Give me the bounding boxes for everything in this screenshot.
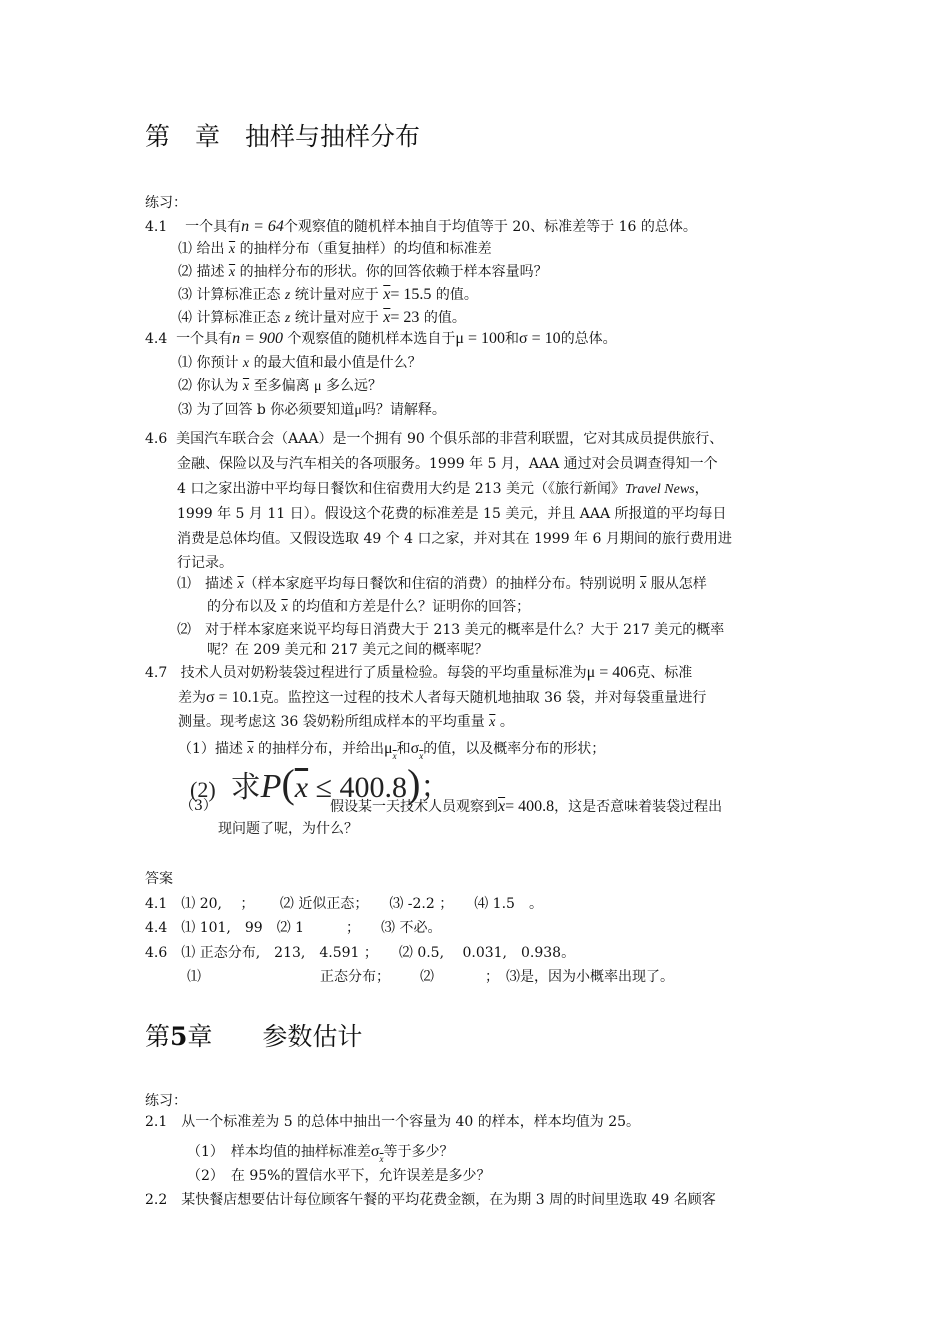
sub-question-text: 统计量对应于 bbox=[294, 310, 379, 326]
sub-question-text: （样本家庭平均每日餐饮和住宿的消费）的抽样分布。特别说明 bbox=[243, 576, 636, 592]
chapter-title bbox=[145, 1024, 362, 1049]
sub-question-4-4-3 bbox=[178, 403, 446, 418]
question-text: 测量。现考虑这 36 袋奶粉所组成样本的平均重量 bbox=[178, 714, 485, 730]
x-bar-subscript: x bbox=[419, 751, 424, 761]
sub-question-4-4-2 bbox=[178, 379, 382, 394]
sub-question-text: ⑵ 描述 bbox=[178, 264, 225, 280]
question-text-line: 消费是总体均值。又假设选取 49 个 4 口之家，并对其在 1999 年 6 月期间的旅行费用进 bbox=[177, 531, 732, 547]
x-bar-subscript: x bbox=[379, 1154, 384, 1164]
formula-image: (2) 求$P(\overline{x} \le 400.8)$； bbox=[190, 761, 451, 806]
sub-question-4-7-3-cont: 现问题了呢，为什么？ bbox=[218, 821, 358, 837]
sub-question-text: 统计量对应于 bbox=[294, 287, 379, 303]
question-text-line: 行记录。 bbox=[177, 555, 233, 571]
question-text-line: 1999 年 5 月 11 日）。假设这个花费的标准差是 15 美元，并且 AAA 所报道的平均每日 bbox=[177, 506, 727, 522]
sub-question-2-1-1 bbox=[187, 1143, 454, 1164]
mu-symbol: μ bbox=[384, 740, 393, 757]
question-text-line bbox=[178, 715, 514, 730]
x-bar-symbol: $\overline{x}$ bbox=[489, 715, 496, 730]
answer-4-7-part: ； ⑶是，因为小概率出现了。 bbox=[485, 969, 674, 985]
x-bar-symbol: $\overline{x}$ bbox=[228, 242, 236, 257]
question-text: 美国汽车联合会（AAA）是一个拥有 90 个俱乐部的非营利联盟，它对其成员提供旅行、 bbox=[176, 431, 724, 447]
mu-symbol: μ bbox=[354, 403, 362, 418]
question-text-line bbox=[178, 690, 706, 706]
x-bar-symbol: $\overline{x}$ bbox=[383, 286, 391, 303]
sub-question-text: ⑶ 为了回答 b 你必须要知道 bbox=[178, 402, 355, 418]
answers-label: 答案 bbox=[145, 871, 173, 887]
sub-question-4-7-3 bbox=[180, 799, 217, 813]
sub-question-text: ，这是否意味着装袋过程出 bbox=[554, 799, 723, 815]
x-bar-symbol: $\overline{x}$ bbox=[228, 265, 236, 280]
question-text-line bbox=[177, 482, 709, 497]
sub-question-2-1-2: （2） 在 95%的置信水平下，允许误差是多少？ bbox=[187, 1168, 491, 1184]
sub-question-text: 吗？请解释。 bbox=[361, 402, 446, 418]
question-4-7 bbox=[145, 665, 692, 681]
question-4-4 bbox=[145, 331, 617, 347]
sub-question-4-1-4 bbox=[178, 310, 466, 326]
sub-question-text: 的最大值和最小值是什么？ bbox=[253, 355, 422, 371]
sub-question-4-4-1 bbox=[178, 356, 422, 371]
question-text-line: 金融、保险以及与汽车相关的各项服务。1999 年 5 月，AAA 通过对会员调查得知一个 bbox=[177, 456, 718, 472]
answer-4-7-part: ⑴ bbox=[187, 969, 201, 985]
sub-question-text: 的值。 bbox=[435, 287, 478, 303]
math-expression: μ = 100 bbox=[455, 330, 506, 347]
chapter-title-text: 章 参数估计 bbox=[187, 1022, 363, 1051]
x-bar-subscript: x bbox=[392, 751, 397, 761]
question-text: 。 bbox=[499, 714, 514, 730]
math-expression: = 23 bbox=[390, 309, 420, 326]
sub-question-4-1-1 bbox=[178, 242, 492, 257]
question-text: 个观察值的随机样本抽自于均值等于 20、标准差等于 16 的总体。 bbox=[283, 219, 697, 235]
sub-question-text: 的抽样分布（重复抽样）的均值和标准差 bbox=[239, 241, 492, 257]
answer-4-1: 4.1 ⑴ 20, ； ⑵ 近似正态； ⑶ -2.2 ； ⑷ 1.5 。 bbox=[145, 896, 543, 912]
sub-question-text: 多么远？ bbox=[326, 378, 382, 394]
sub-question-text: ⑶ 计算标准正态 bbox=[178, 287, 281, 303]
z-symbol: z bbox=[284, 288, 291, 303]
sub-question-4-1-2 bbox=[178, 265, 548, 280]
question-text: 技术人员对奶粉装袋过程进行了质量检验。每袋的平均重量标准为 bbox=[180, 665, 587, 681]
answer-4-7-part: ⑵ bbox=[420, 969, 434, 985]
x-bar-symbol: $\overline{x}$ bbox=[383, 309, 391, 326]
question-text: 和 bbox=[505, 331, 520, 347]
sub-question-4-7-3-text bbox=[330, 799, 722, 815]
mu-symbol: μ bbox=[314, 379, 322, 394]
sub-question-4-7-1 bbox=[178, 740, 606, 761]
answer-4-6: 4.6 ⑴ 正态分布, 213, 4.591 ； ⑵ 0.5, 0.031, 0.938。 bbox=[145, 945, 576, 961]
sub-question-text: 等于多少？ bbox=[383, 1144, 454, 1160]
sub-question-text: （1） 样本均值的抽样标准差 bbox=[187, 1144, 371, 1160]
question-2-1: 2.1 从一个标准差为 5 的总体中抽出一个容量为 40 的样本，样本均值为 25。 bbox=[145, 1114, 641, 1130]
sub-question-text: 和 bbox=[396, 741, 411, 757]
answer-4-7-part: 正态分布； bbox=[320, 969, 390, 985]
x-bar-symbol: $\overline{x}$ bbox=[498, 798, 506, 815]
formula-text: 求 bbox=[230, 771, 261, 804]
formula-text: ； bbox=[420, 771, 451, 804]
math-expression: σ = 10.1 bbox=[206, 689, 260, 706]
sub-question-number: （3） bbox=[180, 798, 217, 814]
sigma-symbol: σ bbox=[410, 740, 420, 757]
x-bar-symbol: $\overline{x}$ bbox=[237, 577, 244, 592]
sub-question-text: 的分布以及 bbox=[207, 599, 277, 615]
question-text: 差为 bbox=[178, 690, 206, 706]
question-text: 一个具有 bbox=[185, 219, 242, 235]
sub-question-4-1-3 bbox=[178, 287, 478, 303]
sub-question-text: 假设某一天技术人员观察到 bbox=[330, 799, 498, 815]
question-text: 克、标准 bbox=[636, 665, 693, 681]
math-expression: σ = 10 bbox=[519, 330, 561, 347]
sub-question-4-6-2: ⑵ 对于样本家庭来说平均每日消费大于 213 美元的概率是什么？大于 217 美元的概率 bbox=[177, 622, 725, 638]
source-title: Travel News bbox=[624, 482, 695, 497]
sub-question-text: 的值。 bbox=[423, 310, 466, 326]
formula-inequality: ≤ 400.8 bbox=[315, 771, 408, 804]
z-symbol: z bbox=[284, 311, 291, 326]
sub-question-text: 的抽样分布的形状。你的回答依赖于样本容量吗？ bbox=[239, 264, 548, 280]
x-bar-symbol: $\overline{x}$ bbox=[242, 379, 250, 394]
sub-question-text: （1）描述 bbox=[178, 741, 243, 757]
x-bar-symbol: $\overline{x}$ bbox=[247, 742, 254, 757]
sub-question-number: (2) bbox=[190, 777, 216, 802]
chapter-title: 第 章 抽样与抽样分布 bbox=[145, 122, 421, 151]
sub-question-4-6-2-cont: 呢？在 209 美元和 217 美元之间的概率呢？ bbox=[207, 642, 489, 658]
probability-symbol: P bbox=[260, 768, 282, 805]
question-text: 的总体。 bbox=[560, 331, 617, 347]
sub-question-text: 的抽样分布，并给出 bbox=[258, 741, 385, 757]
question-number: 4.6 bbox=[145, 431, 168, 447]
math-expression: μ = 406 bbox=[586, 664, 637, 681]
exercises-label: 练习： bbox=[145, 1093, 187, 1109]
sub-question-text: 服从怎样 bbox=[650, 576, 707, 592]
question-2-2: 2.2 某快餐店想要估计每位顾客午餐的平均花费金额，在为期 3 周的时间里选取 49 名顾客 bbox=[145, 1192, 716, 1208]
question-text: 个观察值的随机样本选自于 bbox=[287, 331, 456, 347]
sub-question-text: ⑵ 你认为 bbox=[178, 378, 239, 394]
chapter-title-text: 第 bbox=[145, 1022, 171, 1051]
question-4-6 bbox=[145, 432, 723, 446]
sigma-symbol: σ bbox=[370, 1143, 380, 1160]
chapter-number: 5 bbox=[170, 1022, 188, 1051]
x-bar-symbol: $\overline{x}$ bbox=[294, 771, 309, 804]
math-expression: n = 64 bbox=[241, 218, 284, 235]
sub-question-text: ⑴ 你预计 bbox=[178, 355, 239, 371]
x-bar-symbol: $\overline{x}$ bbox=[281, 600, 288, 615]
sub-question-text: 至多偏离 bbox=[253, 378, 310, 394]
sub-question-text: ⑴ 描述 bbox=[177, 576, 233, 592]
question-text: 4 口之家出游中平均每日餐饮和住宿费用大约是 213 美元（《旅行新闻》 bbox=[177, 481, 625, 497]
exercises-label: 练习： bbox=[145, 195, 187, 211]
sub-question-text: ⑴ 给出 bbox=[178, 241, 225, 257]
x-bar-symbol: $\overline{x}$ bbox=[640, 577, 647, 592]
question-text: 克。监控这一过程的技术人者每天随机地抽取 36 袋，并对每袋重量进行 bbox=[259, 690, 707, 706]
question-text: 一个具有 bbox=[176, 331, 233, 347]
x-symbol: x bbox=[242, 356, 250, 371]
sub-question-text: ⑷ 计算标准正态 bbox=[178, 310, 281, 326]
math-expression: = 400.8 bbox=[505, 798, 555, 815]
sub-question-4-6-1-cont bbox=[207, 600, 530, 615]
question-number: 4.7 bbox=[145, 665, 168, 681]
question-number: 4.1 bbox=[145, 219, 168, 235]
answer-4-4: 4.4 ⑴ 101, 99 ⑵ 1 ； ⑶ 不必。 bbox=[145, 920, 442, 936]
sub-question-text: 的均值和方差是什么？证明你的回答； bbox=[292, 599, 531, 615]
math-expression: n = 900 bbox=[232, 330, 283, 347]
question-number: 4.4 bbox=[145, 331, 168, 347]
question-text: ， bbox=[694, 481, 709, 497]
question-4-1 bbox=[145, 219, 697, 235]
sub-question-4-6-1 bbox=[177, 577, 707, 592]
sub-question-text: 的值，以及概率分布的形状； bbox=[423, 741, 606, 757]
math-expression: = 15.5 bbox=[390, 286, 432, 303]
